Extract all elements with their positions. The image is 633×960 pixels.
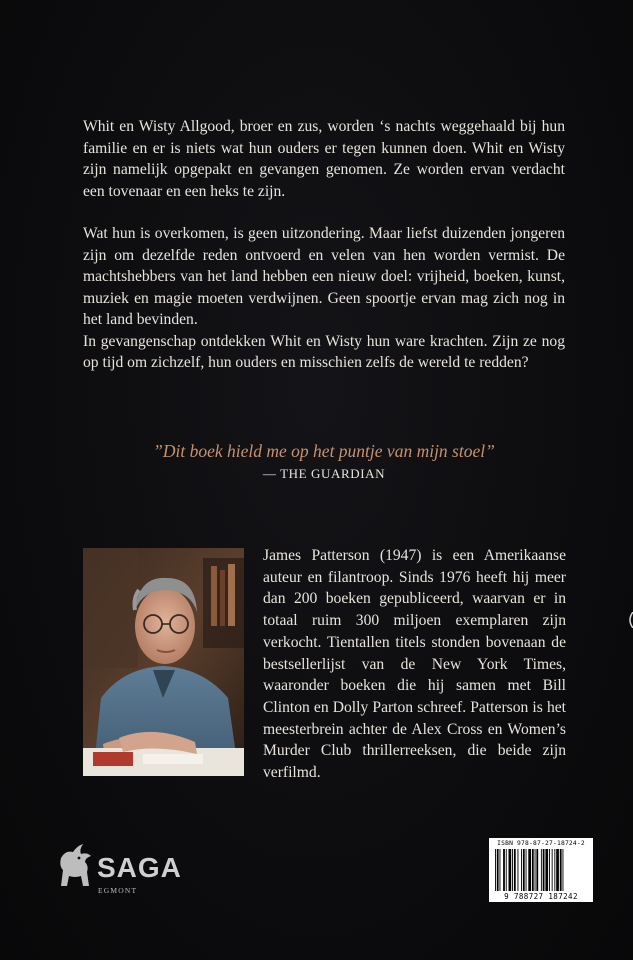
blurb-text [83,116,565,374]
publisher-imprint: EGMONT [98,886,138,895]
barcode-bars [495,849,587,891]
author-photo [83,548,244,776]
author-bio: James Patterson (1947) is een Amerikaanse auteur en filantroop. Sinds 1976 heeft hij meer dan 200 boeken gepubliceerd, waarvan er in totaal ruim 300 miljoen exemplaren zijn verkocht. Tientallen titels stonden bovenaan de bestsellerlijst van de New York Times, waaronder boeken die hij samen met Bill Clinton en Dolly Parton schreef. Patterson is het meesterbrein achter de Alex Cross en Women’s Murder Club thrillerreeksen, die beide zijn verfilmd. [263,547,566,782]
quote-text: ”Dit boek hield me op het puntje van mijn stoel” [153,441,495,461]
blurb-paragraph-3: In gevangenschap ontdekken Whit en Wisty hun ware krachten. Zijn ze nog op tijd om zichzelf, hun ouders en misschien zelfs de wereld te redden? [83,332,565,371]
isbn-label: ISBN 978-87-27-18724-2 [497,840,585,847]
isbn-digits: 9 788727 187242 [504,892,578,901]
goat-icon [55,842,95,888]
publisher-name: SAGA [97,852,182,883]
blurb-paragraph-1: Whit en Wisty Allgood, broer en zus, worden ‘s nachts weggehaald bij hun familie en er is niets wat hun ouders er tegen kunnen doen. Whit en Wisty zijn namelijk opgepakt en gevangen genomen. Ze worden ervan verdacht een tovenaar en een heks te zijn. [83,118,565,200]
isbn-barcode [489,838,593,902]
publisher-logo [55,842,195,902]
page-edge-mark [625,612,633,628]
blurb-paragraph-2: Wat hun is overkomen, is geen uitzondering. Maar liefst duizenden jongeren zijn om dezelfde reden ontvoerd en velen van hen worden vermist. De machtshebbers van het land hebben een nieuw doel: vrijheid, boeken, kunst, muziek en magie moeten verdwijnen. Geen spoortje ervan mag zich nog in het land bevinden. [83,225,565,328]
review-quote [83,440,565,482]
quote-source: — THE GUARDIAN [262,466,386,481]
